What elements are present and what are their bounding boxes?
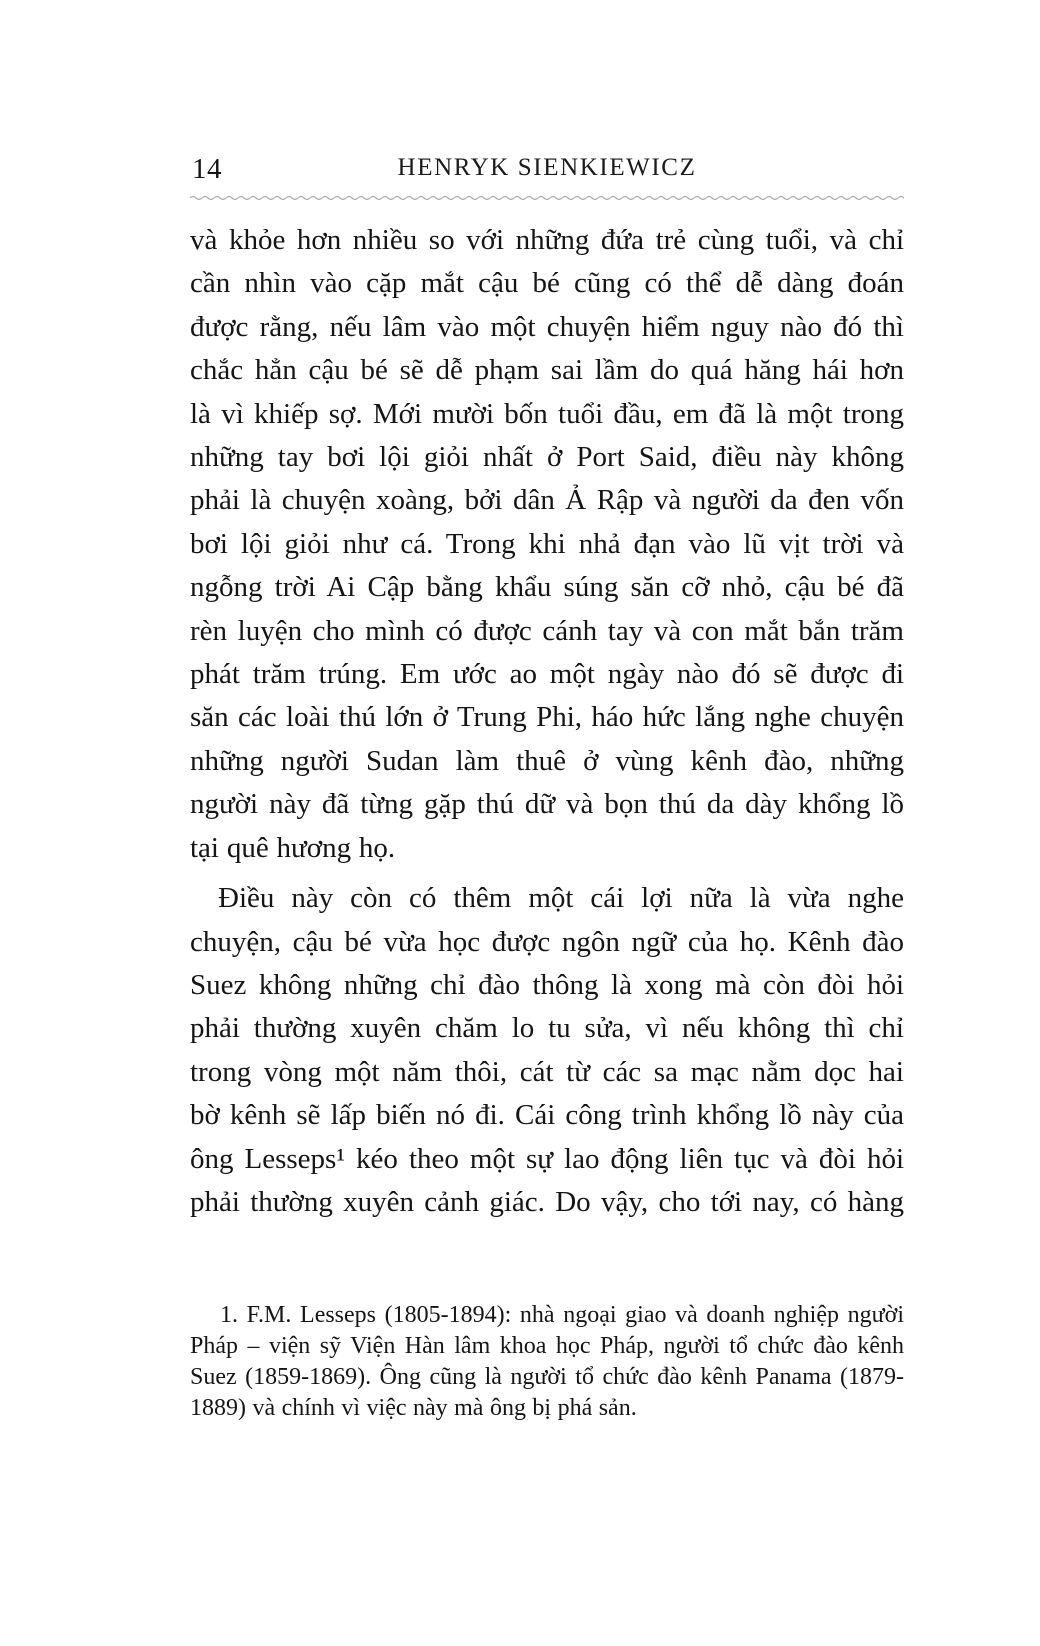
page-number: 14	[192, 153, 222, 185]
footnote-line: Suez (1859-1869). Ông cũng là người tổ chức đào kênh Panama (1879-	[190, 1364, 904, 1390]
text-line: và khỏe hơn nhiều so với những đứa trẻ cùng tuổi, và chỉ	[190, 224, 904, 256]
footnote	[190, 1300, 904, 1424]
text-line: chuyện, cậu bé vừa học được ngôn ngữ của họ. Kênh đào	[190, 925, 904, 958]
running-title: HENRYK SIENKIEWICZ	[397, 154, 697, 181]
text-line: rèn luyện cho mình có được cánh tay và con mắt bắn trăm	[190, 614, 904, 647]
wavy-divider-fill	[190, 194, 904, 202]
footnote-line: 1889) và chính vì việc này mà ông bị phá sản.	[190, 1395, 637, 1421]
text-line: phát trăm trúng. Em ước ao một ngày nào đó sẽ được đi	[190, 658, 904, 691]
text-line: được rằng, nếu lâm vào một chuyện hiểm nguy nào đó thì	[190, 310, 904, 343]
footnote-line: 1. F.M. Lesseps (1805-1894): nhà ngoại giao và doanh nghiệp người	[220, 1302, 904, 1328]
text-line: Điều này còn có thêm một cái lợi nữa là vừa nghe	[218, 882, 904, 915]
footnote-line: Pháp – viện sỹ Viện Hàn lâm khoa học Pháp, người tổ chức đào kênh	[190, 1333, 904, 1359]
text-line: phải thường xuyên chăm lo tu sửa, vì nếu không thì chỉ	[190, 1012, 904, 1045]
paragraph-2	[190, 877, 904, 1224]
text-line: những người Sudan làm thuê ở vùng kênh đào, những	[190, 744, 904, 777]
text-line: Suez không những chỉ đào thông là xong mà còn đòi hỏi	[190, 968, 904, 1001]
paragraph-1	[190, 219, 904, 870]
text-line: trong vòng một năm thôi, cát từ các sa mạc nằm dọc hai	[190, 1055, 904, 1088]
text-line: cần nhìn vào cặp mắt cậu bé cũng có thể dễ dàng đoán	[190, 267, 904, 300]
page-body	[190, 219, 904, 1224]
text-line: chắc hẳn cậu bé sẽ dễ phạm sai lầm do quá hăng hái hơn	[190, 354, 904, 387]
text-line: những tay bơi lội giỏi nhất ở Port Said, điều này không	[190, 441, 904, 474]
text-line: tại quê hương họ.	[190, 831, 396, 864]
page-header	[190, 152, 904, 186]
text-line: ông Lesseps¹ kéo theo một sự lao động liên tục và đòi hỏi	[190, 1142, 904, 1175]
wavy-divider	[190, 194, 904, 202]
text-line: săn các loài thú lớn ở Trung Phi, háo hức lắng nghe chuyện	[190, 701, 904, 734]
text-line: phải thường xuyên cảnh giác. Do vậy, cho tới nay, có hàng	[190, 1185, 904, 1218]
text-line: phải là chuyện xoàng, bởi dân Ả Rập và người da đen vốn	[190, 484, 904, 517]
text-line: bơi lội giỏi như cá. Trong khi nhả đạn vào lũ vịt trời và	[190, 527, 904, 560]
text-line: bờ kênh sẽ lấp biến nó đi. Cái công trình khổng lồ này của	[190, 1099, 904, 1132]
text-line: người này đã từng gặp thú dữ và bọn thú da dày khổng lồ	[190, 788, 904, 821]
text-line: là vì khiếp sợ. Mới mười bốn tuổi đầu, em đã là một trong	[190, 397, 904, 430]
text-line: ngỗng trời Ai Cập bằng khẩu súng săn cỡ nhỏ, cậu bé đã	[190, 571, 904, 604]
